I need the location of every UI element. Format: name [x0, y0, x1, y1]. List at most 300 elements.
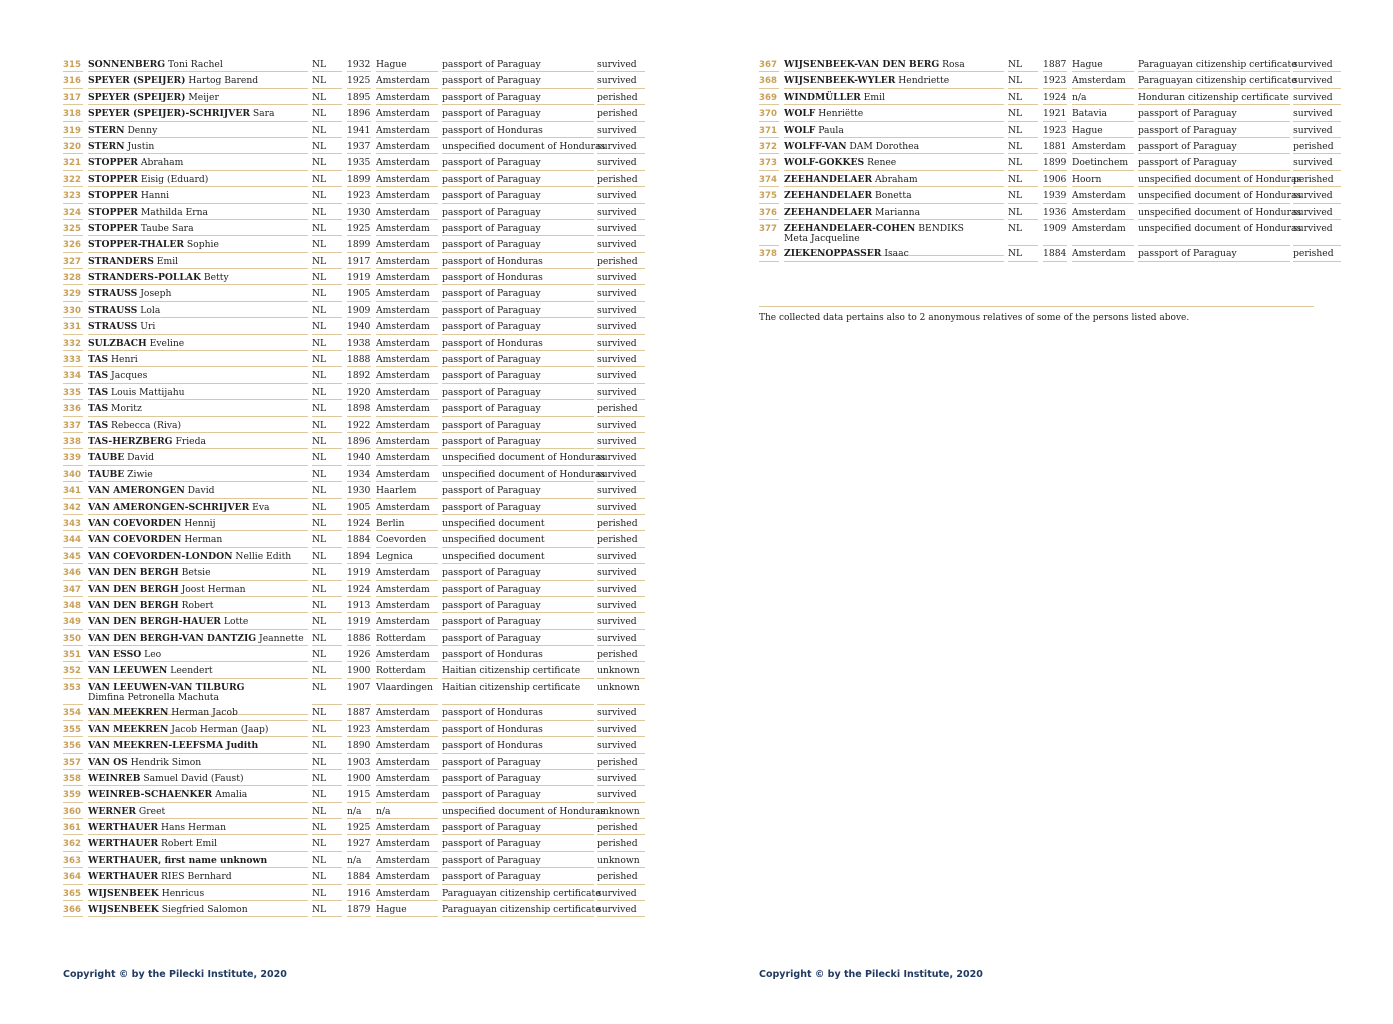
surname: SPEYER (SPEIJER) — [88, 75, 186, 87]
birth-year: 1898 — [347, 403, 371, 415]
copyright-left: Copyright © by the Pilecki Institute, 2020 — [63, 969, 287, 980]
person-name — [88, 388, 308, 398]
fate: survived — [597, 76, 645, 86]
person-name — [88, 93, 308, 103]
row-number: 339 — [63, 453, 83, 463]
row-number: 344 — [63, 535, 83, 545]
document-type: passport of Paraguay — [442, 224, 594, 234]
table-row — [759, 90, 1341, 106]
given-name: Robert Emil — [161, 838, 218, 850]
given-name: Moritz — [111, 403, 142, 415]
given-name: Abraham — [140, 157, 184, 169]
surname: ZEEHANDELAER — [784, 190, 873, 202]
surname: WOLFF-VAN — [784, 140, 847, 152]
given-name: Leo — [144, 649, 162, 661]
row-number: 363 — [63, 856, 83, 866]
row-number: 331 — [63, 322, 83, 332]
birth-year: 1890 — [347, 740, 371, 752]
person-name — [88, 470, 308, 480]
fate: perished — [597, 519, 645, 529]
table-row — [63, 57, 645, 73]
given-name: Abraham — [875, 173, 918, 185]
row-number: 355 — [63, 725, 83, 735]
row-number: 316 — [63, 76, 83, 86]
document-type: passport of Paraguay — [442, 503, 594, 513]
birth-year: 1887 — [1043, 59, 1067, 70]
given-name: Greet — [138, 805, 166, 817]
document-type: unspecified document — [442, 552, 594, 562]
country: NL — [312, 708, 342, 718]
person-name — [88, 273, 308, 283]
birth-city: Hague — [376, 60, 438, 70]
country: NL — [312, 60, 342, 70]
fate: survived — [597, 421, 645, 431]
table-row — [63, 73, 645, 89]
birth-city: Amsterdam — [1072, 208, 1134, 218]
table-row — [759, 172, 1341, 188]
table-row — [63, 401, 645, 417]
document-type: passport of Paraguay — [442, 109, 594, 119]
table-row — [63, 352, 645, 368]
table-row — [63, 771, 645, 787]
birth-city: Amsterdam — [376, 774, 438, 784]
person-name — [784, 158, 1004, 168]
document-type: passport of Paraguay — [442, 388, 594, 398]
surname: VAN ESSO — [88, 649, 142, 661]
birth-city: Hague — [1072, 60, 1134, 70]
given-name: Frieda — [175, 435, 206, 447]
country: NL — [1008, 158, 1038, 168]
birth-city: Haarlem — [376, 486, 438, 496]
country: NL — [312, 208, 342, 218]
table-row — [63, 155, 645, 171]
table-row — [63, 549, 645, 565]
birth-year: 1925 — [347, 822, 371, 834]
document-type: passport of Paraguay — [442, 404, 594, 414]
fate: perished — [597, 109, 645, 119]
birth-city: Amsterdam — [376, 503, 438, 513]
country: NL — [312, 774, 342, 784]
country: NL — [312, 421, 342, 431]
document-type: passport of Honduras — [442, 126, 594, 136]
birth-city: Amsterdam — [376, 306, 438, 316]
birth-city: Amsterdam — [376, 437, 438, 447]
table-row — [63, 532, 645, 548]
table-row — [63, 787, 645, 803]
table-row — [759, 155, 1341, 171]
birth-city: Amsterdam — [376, 158, 438, 168]
fate: survived — [597, 191, 645, 201]
fate: survived — [597, 725, 645, 735]
row-number: 336 — [63, 404, 83, 414]
birth-year: 1884 — [347, 871, 371, 883]
row-number: 324 — [63, 208, 83, 218]
row-number: 332 — [63, 339, 83, 349]
given-name: Toni Rachel — [168, 59, 223, 70]
fate: perished — [597, 872, 645, 882]
birth-city: Amsterdam — [376, 758, 438, 768]
table-row — [63, 139, 645, 155]
table-row — [63, 368, 645, 384]
surname: WOLF — [784, 108, 816, 120]
given-name: Marianna — [875, 206, 921, 218]
fate: perished — [1293, 175, 1341, 185]
birth-city: Amsterdam — [376, 404, 438, 414]
given-name: Jeannette — [259, 632, 304, 644]
person-name — [88, 191, 308, 201]
table-row — [63, 467, 645, 483]
person-name — [88, 807, 308, 817]
row-number: 359 — [63, 790, 83, 800]
surname: VAN LEEUWEN — [88, 665, 168, 677]
fate: survived — [597, 741, 645, 751]
surname: STOPPER — [88, 222, 138, 234]
fate: survived — [597, 568, 645, 578]
surname: TAUBE — [88, 468, 125, 480]
document-type: passport of Paraguay — [442, 872, 594, 882]
document-type: passport of Paraguay — [442, 322, 594, 332]
document-type: unspecified document — [442, 535, 594, 545]
birth-city: Amsterdam — [376, 421, 438, 431]
table-row — [63, 385, 645, 401]
birth-city: Rotterdam — [376, 634, 438, 644]
row-number: 340 — [63, 470, 83, 480]
country: NL — [312, 585, 342, 595]
table-row — [63, 598, 645, 614]
document-type: passport of Paraguay — [1138, 158, 1290, 168]
table-row — [63, 886, 645, 902]
person-name — [88, 289, 308, 299]
country: NL — [1008, 224, 1038, 234]
document-type: Haitian citizenship certificate — [442, 666, 594, 676]
given-name: Herman — [184, 534, 223, 546]
birth-city: Amsterdam — [376, 823, 438, 833]
document-type: passport of Paraguay — [1138, 249, 1290, 259]
fate: survived — [597, 339, 645, 349]
fate: survived — [597, 224, 645, 234]
person-name — [88, 355, 308, 365]
person-name — [784, 208, 1004, 218]
row-number: 361 — [63, 823, 83, 833]
surname: ZEEHANDELAER — [784, 173, 873, 185]
country: NL — [1008, 60, 1038, 70]
country: NL — [312, 273, 342, 283]
birth-city: n/a — [1072, 93, 1134, 103]
table-row — [63, 853, 645, 869]
document-type: passport of Honduras — [442, 273, 594, 283]
row-number: 364 — [63, 872, 83, 882]
country: NL — [312, 535, 342, 545]
birth-year: 1923 — [347, 190, 371, 202]
country: NL — [1008, 109, 1038, 119]
given-name: Justin — [127, 140, 155, 152]
surname: VAN OS — [88, 756, 128, 768]
surname: WERNER — [88, 805, 136, 817]
row-number: 321 — [63, 158, 83, 168]
country: NL — [312, 371, 342, 381]
birth-city: Amsterdam — [376, 889, 438, 899]
table-row — [63, 205, 645, 221]
row-number: 370 — [759, 109, 779, 119]
birth-year: 1919 — [347, 616, 371, 628]
row-number: 356 — [63, 741, 83, 751]
birth-year: 1924 — [347, 517, 371, 529]
fate: survived — [1293, 224, 1341, 234]
birth-year: 1921 — [1043, 108, 1067, 120]
country: NL — [312, 404, 342, 414]
person-name — [88, 306, 308, 316]
fate: survived — [597, 437, 645, 447]
given-name: Henriëtte — [818, 108, 864, 120]
table-row — [63, 836, 645, 852]
given-name: Sara — [252, 108, 275, 120]
given-name: David — [187, 485, 215, 497]
birth-year: 1900 — [347, 772, 371, 784]
fate: survived — [597, 774, 645, 784]
surname: STRAUSS — [88, 304, 138, 316]
given-name: Betty — [203, 272, 229, 284]
row-number: 362 — [63, 839, 83, 849]
person-name — [784, 60, 1004, 70]
birth-year: 1941 — [347, 124, 371, 136]
table-row — [63, 106, 645, 122]
table-row — [759, 139, 1341, 155]
birth-city: Amsterdam — [376, 790, 438, 800]
table-row — [759, 188, 1341, 204]
fate: survived — [597, 790, 645, 800]
fate: survived — [597, 486, 645, 496]
given-name: Joost Herman — [181, 583, 246, 595]
birth-year: 1915 — [347, 789, 371, 801]
row-number: 360 — [63, 807, 83, 817]
row-number: 358 — [63, 774, 83, 784]
surname: WIJSENBEEK-VAN DEN BERG — [784, 59, 940, 70]
surname: WIJSENBEEK — [88, 904, 159, 916]
birth-year: 1881 — [1043, 140, 1067, 152]
birth-year: 1884 — [347, 534, 371, 546]
document-type: Paraguayan citizenship certificate — [442, 887, 601, 899]
table-row — [759, 205, 1341, 221]
fate: survived — [1293, 158, 1341, 168]
birth-year: 1919 — [347, 272, 371, 284]
person-name — [88, 839, 308, 849]
row-number: 346 — [63, 568, 83, 578]
country: NL — [1008, 208, 1038, 218]
birth-city: n/a — [376, 807, 438, 817]
document-type: passport of Paraguay — [442, 601, 594, 611]
given-name: Ziwie — [127, 468, 153, 480]
row-number: 373 — [759, 158, 779, 168]
surname: VAN DEN BERGH — [88, 599, 179, 611]
country: NL — [312, 453, 342, 463]
birth-city: Amsterdam — [1072, 224, 1134, 234]
document-type: passport of Paraguay — [442, 437, 594, 447]
row-number: 318 — [63, 109, 83, 119]
birth-year: 1923 — [1043, 124, 1067, 136]
table-row — [63, 483, 645, 499]
country: NL — [312, 306, 342, 316]
given-name: Samuel David (Faust) — [143, 772, 244, 784]
person-name — [88, 650, 308, 660]
fate: survived — [597, 453, 645, 463]
birth-year: 1940 — [347, 321, 371, 333]
fate: survived — [1293, 126, 1341, 136]
table-row — [63, 902, 645, 918]
fate: survived — [1293, 76, 1341, 86]
surname: VAN MEEKREN — [88, 707, 169, 719]
person-name — [88, 421, 308, 431]
row-number: 319 — [63, 126, 83, 136]
birth-city: Amsterdam — [376, 601, 438, 611]
surname: STRANDERS — [88, 255, 154, 267]
given-name: Paula — [818, 124, 844, 136]
table-row — [63, 705, 645, 721]
birth-year: 1922 — [347, 419, 371, 431]
document-type: passport of Honduras — [442, 650, 594, 660]
document-type: passport of Paraguay — [442, 839, 594, 849]
fate: unknown — [597, 666, 645, 676]
surname: ZEEHANDELAER — [784, 206, 873, 218]
birth-year: 1905 — [347, 288, 371, 300]
document-type: passport of Paraguay — [442, 191, 594, 201]
surname: STRAUSS — [88, 321, 138, 333]
surname: VAN COEVORDEN — [88, 517, 182, 529]
country: NL — [312, 683, 342, 693]
row-number: 343 — [63, 519, 83, 529]
country: NL — [1008, 126, 1038, 136]
table-row — [63, 123, 645, 139]
surname: TAS — [88, 370, 109, 382]
fate: unknown — [597, 683, 645, 693]
given-name: David — [127, 452, 155, 464]
surname: WINDMÜLLER — [784, 91, 861, 103]
document-type: passport of Paraguay — [442, 421, 594, 431]
document-type: passport of Paraguay — [442, 93, 594, 103]
birth-year: 1909 — [347, 304, 371, 316]
document-type: Paraguayan citizenship certificate — [442, 904, 601, 916]
document-type: passport of Paraguay — [442, 486, 594, 496]
birth-city: Hoorn — [1072, 175, 1134, 185]
given-name: BENDIKS — [918, 222, 964, 234]
birth-city: Amsterdam — [376, 175, 438, 185]
copyright-right: Copyright © by the Pilecki Institute, 2020 — [759, 969, 983, 980]
document-type: passport of Paraguay — [442, 306, 594, 316]
document-type: passport of Paraguay — [1138, 126, 1290, 136]
row-number: 330 — [63, 306, 83, 316]
fate: survived — [597, 208, 645, 218]
surname: ZIEKENOPPASSER — [784, 248, 882, 260]
surname: TAS — [88, 419, 109, 431]
birth-year: 1939 — [1043, 190, 1067, 202]
given-name: Eisig (Eduard) — [140, 173, 209, 185]
fate: survived — [597, 126, 645, 136]
given-name: Jacques — [111, 370, 148, 382]
surname: STOPPER-THALER — [88, 239, 184, 251]
given-name: Lola — [140, 304, 161, 316]
birth-year: 1916 — [347, 887, 371, 899]
person-name — [88, 60, 308, 70]
given-name: Rosa — [942, 59, 965, 70]
table-row — [63, 500, 645, 516]
document-type: unspecified document of Honduras — [1138, 206, 1302, 218]
table-row — [63, 286, 645, 302]
fate: survived — [1293, 109, 1341, 119]
row-number: 334 — [63, 371, 83, 381]
surname: SPEYER (SPEIJER)-SCHRIJVER — [88, 108, 250, 120]
surname: WOLF-GOKKES — [784, 157, 865, 169]
surname: WIJSENBEEK — [88, 887, 159, 899]
document-type: passport of Paraguay — [442, 634, 594, 644]
given-name: Herman Jacob — [171, 707, 238, 719]
birth-year: 1923 — [347, 723, 371, 735]
document-type: passport of Paraguay — [442, 790, 594, 800]
birth-city: Amsterdam — [1072, 76, 1134, 86]
surname: STRAUSS — [88, 288, 138, 300]
row-number: 371 — [759, 126, 779, 136]
person-name — [88, 683, 308, 703]
country: NL — [312, 224, 342, 234]
document-type: passport of Paraguay — [442, 158, 594, 168]
birth-city: Amsterdam — [376, 273, 438, 283]
surname: VAN DEN BERGH — [88, 567, 179, 579]
document-type: passport of Paraguay — [442, 355, 594, 365]
country: NL — [312, 158, 342, 168]
country: NL — [312, 175, 342, 185]
birth-city: Rotterdam — [376, 666, 438, 676]
row-number: 326 — [63, 240, 83, 250]
table-row — [63, 582, 645, 598]
row-number: 329 — [63, 289, 83, 299]
country: NL — [312, 388, 342, 398]
birth-city: Amsterdam — [376, 453, 438, 463]
given-name: Bonetta — [875, 190, 912, 202]
fate: survived — [597, 158, 645, 168]
fate: survived — [597, 322, 645, 332]
document-type: passport of Paraguay — [442, 823, 594, 833]
birth-year: 1907 — [347, 681, 371, 693]
table-row — [759, 57, 1341, 73]
fate: perished — [597, 823, 645, 833]
country: NL — [1008, 76, 1038, 86]
country: NL — [312, 126, 342, 136]
person-name — [88, 126, 308, 136]
fate: survived — [597, 306, 645, 316]
table-row — [63, 565, 645, 581]
country: NL — [312, 807, 342, 817]
document-type: unspecified document of Honduras — [442, 805, 606, 817]
birth-city: Amsterdam — [376, 741, 438, 751]
person-name — [88, 404, 308, 414]
fate: survived — [1293, 208, 1341, 218]
fate: survived — [597, 142, 645, 152]
birth-city: Amsterdam — [376, 568, 438, 578]
birth-year: 1934 — [347, 468, 371, 480]
table-row — [63, 254, 645, 270]
surname: TAUBE — [88, 452, 125, 464]
document-type: passport of Paraguay — [442, 758, 594, 768]
left-table — [63, 57, 645, 918]
table-row — [63, 434, 645, 450]
table-row — [63, 755, 645, 771]
surname: SPEYER (SPEIJER) — [88, 91, 186, 103]
document-type: unspecified document of Honduras — [1138, 173, 1302, 185]
given-name: Renee — [867, 157, 897, 169]
person-name — [88, 601, 308, 611]
given-name: Mathilda Erna — [140, 206, 209, 218]
table-row — [63, 319, 645, 335]
fate: perished — [1293, 142, 1341, 152]
surname: WERTHAUER — [88, 871, 159, 883]
